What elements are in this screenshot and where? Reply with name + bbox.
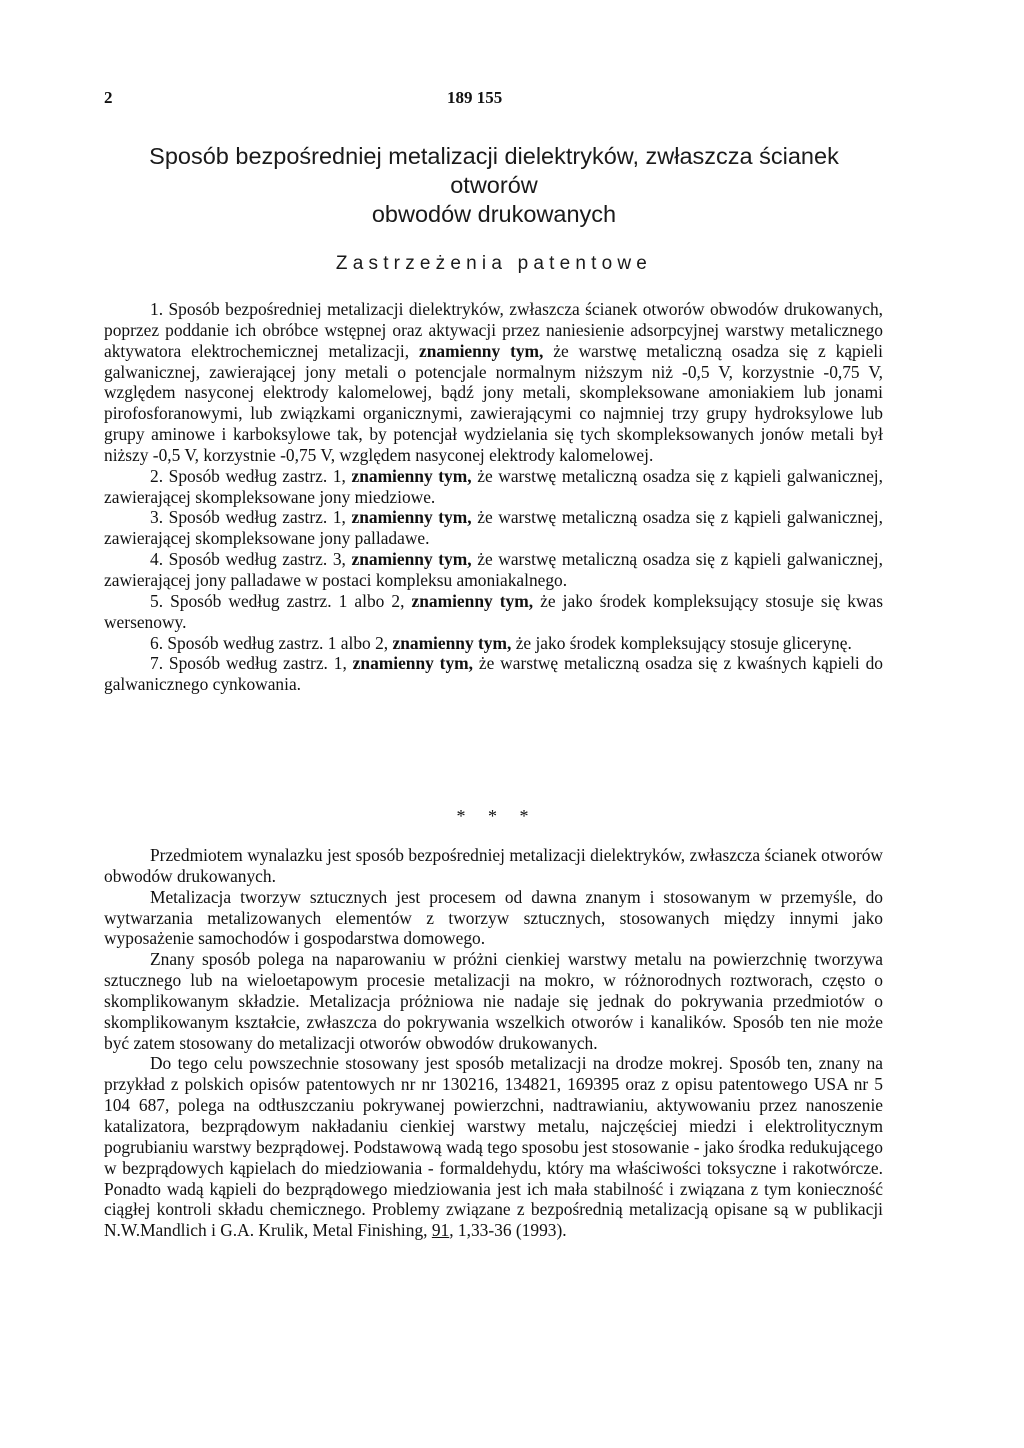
claim-3: 3. Sposób według zastrz. 1, znamienny tym, że warstwę metaliczną osadza się z kąpieli galwanicznej, zawierającej skompleksowane jony palladawe. bbox=[104, 507, 883, 549]
claim-keyword: znamienny tym, bbox=[411, 590, 534, 611]
page-header bbox=[104, 88, 884, 112]
claim-keyword: znamienny tym, bbox=[352, 653, 474, 674]
title-line-1: Sposób bezpośredniej metalizacji dielektryków, zwłaszcza ścianek otworów bbox=[149, 143, 839, 198]
description-paragraph-2: Metalizacja tworzyw sztucznych jest procesem od dawna znanym i stosowanym w przemyśle, do wytwarzania metalizowanych elementów z tworzyw sztucznych, stosowanych między innymi jako wyposażenie samochodów i gospodarstwa domowego. bbox=[104, 886, 883, 949]
description-paragraph-3: Znany sposób polega na naparowaniu w próżni cienkiej warstwy metalu na powierzchnię tworzywa sztucznego lub na wieloetapowym procesie metalizacji na mokro, w różnorodnych roztworach, często o skomplikowanym składzie. Metalizacja próżniowa nie nadaje się jednak do pokrywania przedmiotów o skomplikowanym kształcie, zwłaszcza do pokrywania wszelkich otworów i kanalików. Sposób ten nie może być zatem stosowany do metalizacji otworów obwodów drukowanych. bbox=[104, 949, 883, 1053]
patent-number: 189 155 bbox=[447, 88, 503, 107]
claims-heading: Zastrzeżenia patentowe bbox=[335, 253, 653, 274]
title-line-2: obwodów drukowanych bbox=[371, 201, 617, 227]
claim-keyword: znamienny tym, bbox=[419, 340, 544, 361]
claim-2: 2. Sposób według zastrz. 1, znamienny tym, że warstwę metaliczną osadza się z kąpieli galwanicznej, zawierającej skompleksowane jony miedziowe. bbox=[104, 465, 883, 507]
description-paragraph-4: Do tego celu powszechnie stosowany jest sposób metalizacji na drodze mokrej. Sposób ten, znany na przykład z polskich opisów patentowych nr nr 130216, 134821, 169395 oraz z opisu patentowego USA nr 5 104 687, polega na odtłuszczaniu pokrywanej powierzchni, nadtrawianiu, aktywowaniu przez nanoszenie katalizatora, bezprądowym nakładaniu cienkiej warstwy metalu, najczęściej miedzi i elektrolitycznym pogrubianiu warstwy bezprądowej. Podstawową wadą tego sposobu jest stosowanie - jako środka redukującego w bezprądowych kąpielach do miedziowania - formaldehydu, który ma właściwości toksyczne i rakotwórcze. Ponadto wadą kąpieli do bezprądowego miedziowania jest ich mała stabilność i związana z tym konieczność ciągłej kontroli składu chemicznego. Problemy związane z bezpośrednią metalizacją opisane są w publikacji N.W.Mandlich i G.A. Krulik, Metal Finishing, 91, 1,33-36 (1993). bbox=[104, 1053, 883, 1241]
claim-7: 7. Sposób według zastrz. 1, znamienny tym, że warstwę metaliczną osadza się z kwaśnych kąpieli do galwanicznego cynkowania. bbox=[104, 653, 883, 695]
claim-keyword: znamienny tym, bbox=[351, 507, 472, 528]
claim-4: 4. Sposób według zastrz. 3, znamienny tym, że warstwę metaliczną osadza się z kąpieli galwanicznej, zawierającej jony palladawe w postaci kompleksu amoniakalnego. bbox=[104, 549, 883, 590]
claim-keyword: znamienny tym, bbox=[392, 632, 512, 653]
description-paragraph-1: Przedmiotem wynalazku jest sposób bezpośredniej metalizacji dielektryków, zwłaszcza ścianek otworów obwodów drukowanych. bbox=[104, 845, 883, 886]
page-number: 2 bbox=[104, 88, 113, 107]
claim-6: 6. Sposób według zastrz. 1 albo 2, znamienny tym, że jako środek kompleksujący stosuje glicerynę. bbox=[150, 632, 852, 653]
claims-list bbox=[104, 299, 883, 695]
journal-volume: 91 bbox=[431, 1220, 450, 1241]
document-title bbox=[104, 142, 884, 229]
description-text bbox=[104, 845, 883, 1241]
claim-keyword: znamienny tym, bbox=[351, 549, 472, 570]
claim-1: 1. Sposób bezpośredniej metalizacji dielektryków, zwłaszcza ścianek otworów obwodów drukowanych, poprzez poddanie ich obróbce wstępnej oraz aktywacji przez naniesienie adsorpcyjnej warstwy metalicznego aktywatora elektrochemicznej metalizacji, znamienny tym, że warstwę metaliczną osadza się z kąpieli galwanicznej, zawierającej jony metali o potencjale normalnym niższym niż -0,5 V, korzystnie -0,75 V, względem nasyconej elektrody kalomelowej, bądź jony metali, skompleksowane amoniakiem lub jonami pirofosforanowymi, lub związkami organicznymi, zawierającymi co najmniej trzy grupy hydroksylowe lub grupy aminowe i karboksylowe tak, by potencjał wydzielania się tych skompleksowanych jonów metali był niższy -0,5 V, korzystnie -0,75 V, względem nasyconej elektrody kalomelowej. bbox=[104, 299, 883, 465]
claim-keyword: znamienny tym, bbox=[351, 465, 472, 486]
claim-5: 5. Sposób według zastrz. 1 albo 2, znamienny tym, że jako środek kompleksujący stosuje się kwas wersenowy. bbox=[104, 590, 883, 632]
section-separator: * * * bbox=[456, 806, 538, 826]
